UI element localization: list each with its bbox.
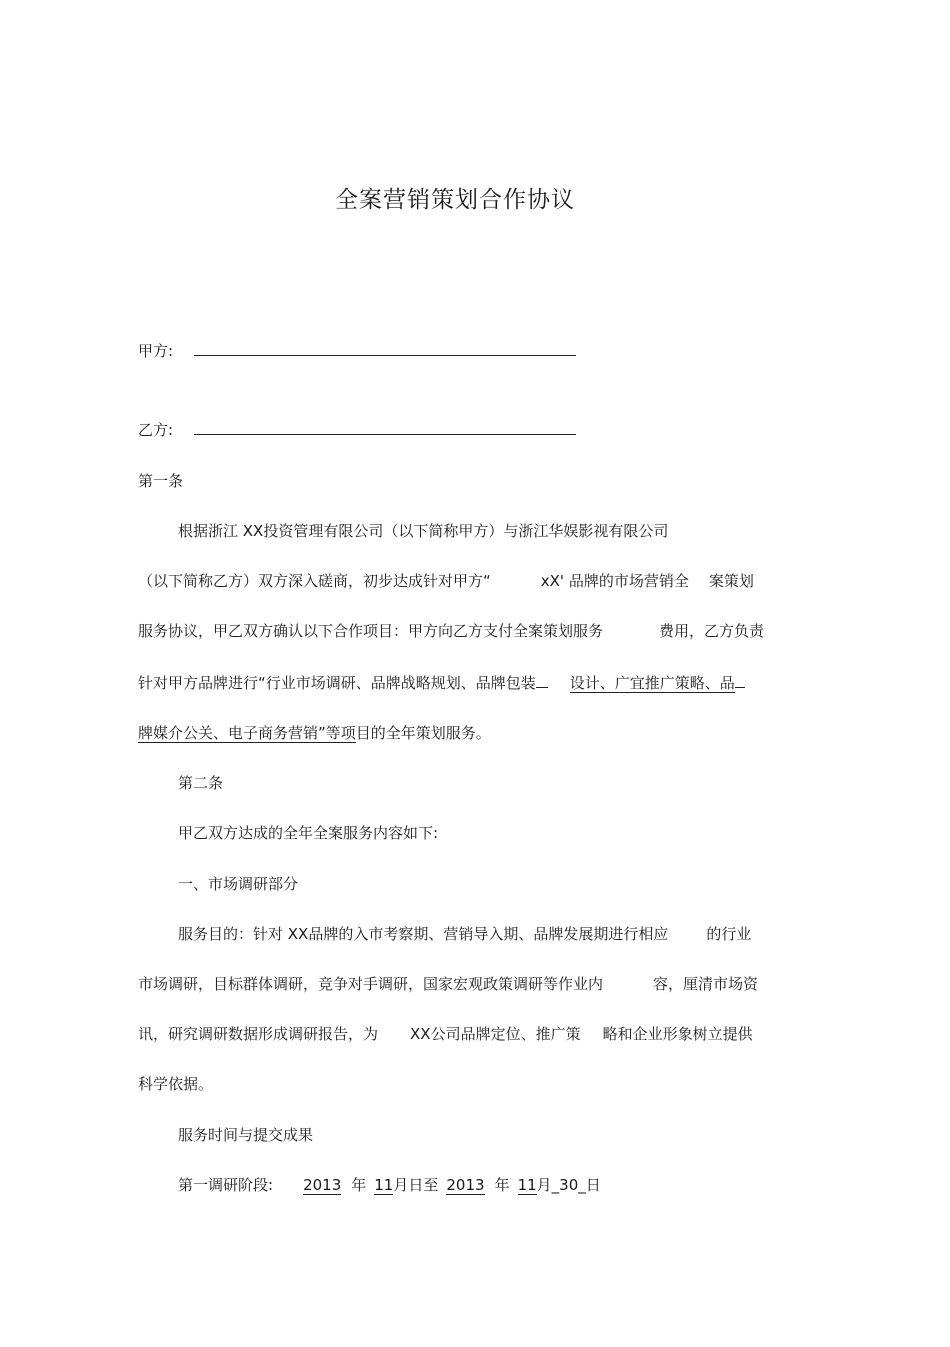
p1-line-5 [138,723,491,743]
p2-line-2-b: 容，厘清市场资 [653,975,759,993]
p1-line-5-b: 目的全年策划服务。 [355,724,491,742]
p2-line-3-b: XX公司品牌定位、推广策 [410,1025,581,1043]
stage-1-year-char-1: 年 [351,1176,367,1194]
stage-1-year-char-2: 年 [494,1176,510,1194]
service-time-heading: 服务时间与提交成果 [178,1126,314,1144]
party-a-label: 甲方: [138,342,174,360]
p2-line-3-c: 略和企业形象树立提供 [602,1025,753,1043]
party-b-line [138,420,576,440]
p2-line-4: 科学依据。 [138,1075,214,1093]
p1-line-2-b: xX' 品牌的市场营销全 [540,572,689,590]
party-a-blank [194,342,576,356]
party-b-blank [194,421,576,435]
p2-line-3 [138,1024,753,1044]
p2-line-3-a: 讯，研究调研数据形成调研报告，为 [138,1025,379,1043]
p1-line-3-b: 费用，乙方负责 [659,622,765,640]
stage-1-month-to: 月日至 [393,1176,439,1194]
stage-1-end-year: 2013 [446,1176,485,1194]
stage-1-end-month: 11 [517,1176,537,1194]
p2-line-1-b: 的行业 [706,925,752,943]
services-intro: 甲乙双方达成的全年全案服务内容如下: [178,824,439,842]
p1-line-2-c: 案策划 [708,572,754,590]
p2-line-1-a: 服务目的：针对 XX品牌的入市考察期、营销导入期、品牌发展期进行相应 [178,925,669,943]
article-1-heading: 第一条 [138,472,184,490]
p1-line-5-a: 牌媒介公关、电子商务营销”等项 [138,724,356,742]
p1-line-4 [138,673,745,693]
p2-line-1 [178,924,751,944]
p1-line-3-a: 服务协议，甲乙双方确认以下合作项目：甲方向乙方支付全案策划服务 [138,622,604,640]
p1-line-2 [138,571,754,591]
stage-1-line [178,1175,601,1195]
p1-line-2-a: （以下简称乙方）双方深入磋商，初步达成针对甲方“ [138,572,491,590]
p1-line-4-b: 设计、广宜推广策略、品 [569,674,735,692]
p2-line-2-a: 市场调研，目标群体调研，竞争对手调研，国家宏观政策调研等作业内 [138,975,604,993]
party-b-label: 乙方: [138,421,174,439]
section-1-heading: 一、市场调研部分 [178,875,299,893]
party-a-line [138,341,576,361]
p1-line-1: 根据浙江 XX投资管理有限公司（以下简称甲方）与浙江华娱影视有限公司 [178,522,669,540]
stage-1-start-month: 11 [374,1176,394,1194]
document-title: 全案营销策划合作协议 [335,187,575,213]
article-2-heading: 第二条 [178,774,224,792]
p1-line-4-a: 针对甲方品牌进行“行业市场调研、品牌战略规划、品牌包装 [138,674,536,692]
p1-line-3 [138,621,764,641]
p2-line-2 [138,974,758,994]
stage-1-label: 第一调研阶段: [178,1176,274,1194]
stage-1-start-year: 2013 [303,1176,342,1194]
stage-1-end-day: 月_30_日 [536,1176,601,1194]
